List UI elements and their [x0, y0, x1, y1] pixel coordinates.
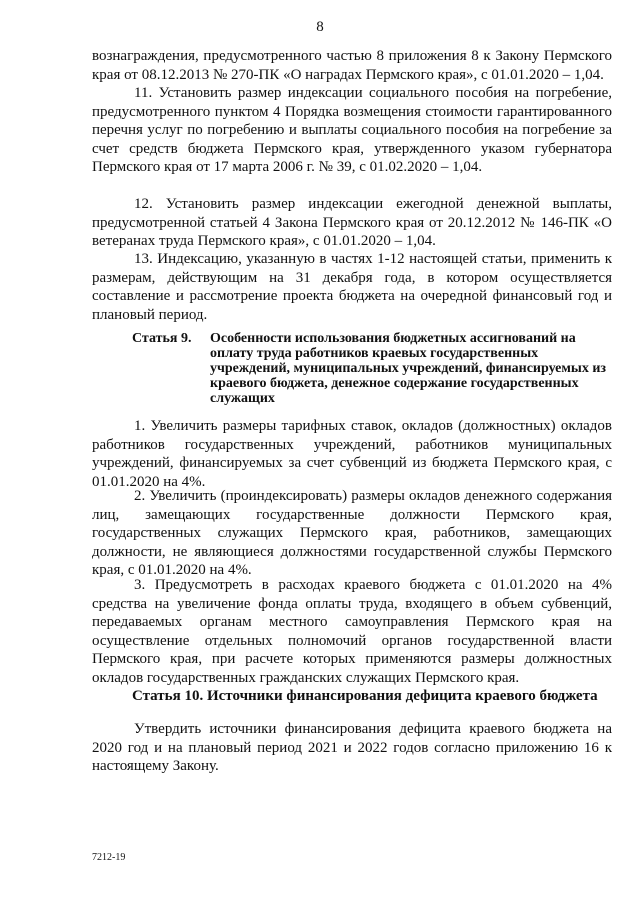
paragraph-continuation: вознаграждения, предусмотренного частью 8 приложения 8 к Закону Пермского края от 08.12.2013 № 270-ПК «О наградах Пермского края», с 01.01.2020 – 1,04. — [92, 48, 612, 83]
paragraph-13: 13. Индексацию, указанную в частях 1-12 настоящей статьи, применить к размерам, действующим на 31 декабря года, в котором осуществляется составление и рассмотрение проекта бюджета на очередной финансовый год и плановый период. — [92, 251, 612, 323]
article-9-part-1: 1. Увеличить размеры тарифных ставок, окладов (должностных) окладов работников государственных учреждений, работников муниципальных учреждений, финансируемых за счет субвенций из бюджета Пермского края, с 01.01.2020 на 4%. — [92, 418, 612, 490]
page-number: 8 — [316, 19, 324, 35]
article-10-body: Утвердить источники финансирования дефицита краевого бюджета на 2020 год и на плановый период 2021 и 2022 годов согласно приложению 16 к настоящему Закону. — [92, 721, 612, 775]
paragraph-11: 11. Установить размер индексации социального пособия на погребение, предусмотренного пунктом 4 Порядка возмещения стоимости гарантированного перечня услуг по погребению и выплаты социального пособия на погребение за счет средств бюджета Пермского края, утвержденного указом губернатора Пермского края от 17 марта 2006 г. № 39, с 01.02.2020 – 1,04. — [92, 85, 612, 176]
article-9-label: Статья 9. — [132, 331, 192, 346]
article-9-part-2: 2. Увеличить (проиндексировать) размеры окладов денежного содержания лиц, замещающих государственные должности Пермского края, государственных служащих Пермского края, работников, замещающих должности, не являющиеся должностями государственной службы Пермского края, с 01.01.2020 на 4%. — [92, 488, 612, 579]
article-9-title: Особенности использования бюджетных ассигнований на оплату труда работников краевых государственных учреждений, муниципальных учреждений, финансируемых из краевого бюджета, денежное содержание государственных служащих — [210, 331, 607, 406]
article-9-part-3: 3. Предусмотреть в расходах краевого бюджета с 01.01.2020 на 4% средства на увеличение фонда оплаты труда, входящего в объем субвенций, передаваемых органам местного самоуправления Пермского края на осуществление отдельных полномочий органов государственной власти Пермского края, при расчете которых применяются размеры должностных окладов государственных гражданских служащих Пермского края. — [92, 577, 612, 686]
article-10-heading: Статья 10. Источники финансирования дефицита краевого бюджета — [132, 688, 598, 704]
document-code: 7212-19 — [92, 852, 126, 863]
paragraph-12: 12. Установить размер индексации ежегодной денежной выплаты, предусмотренной статьей 4 Закона Пермского края от 20.12.2012 № 146-ПК «О ветеранах труда Пермского края», с 01.01.2020 – 1,04. — [92, 196, 612, 250]
